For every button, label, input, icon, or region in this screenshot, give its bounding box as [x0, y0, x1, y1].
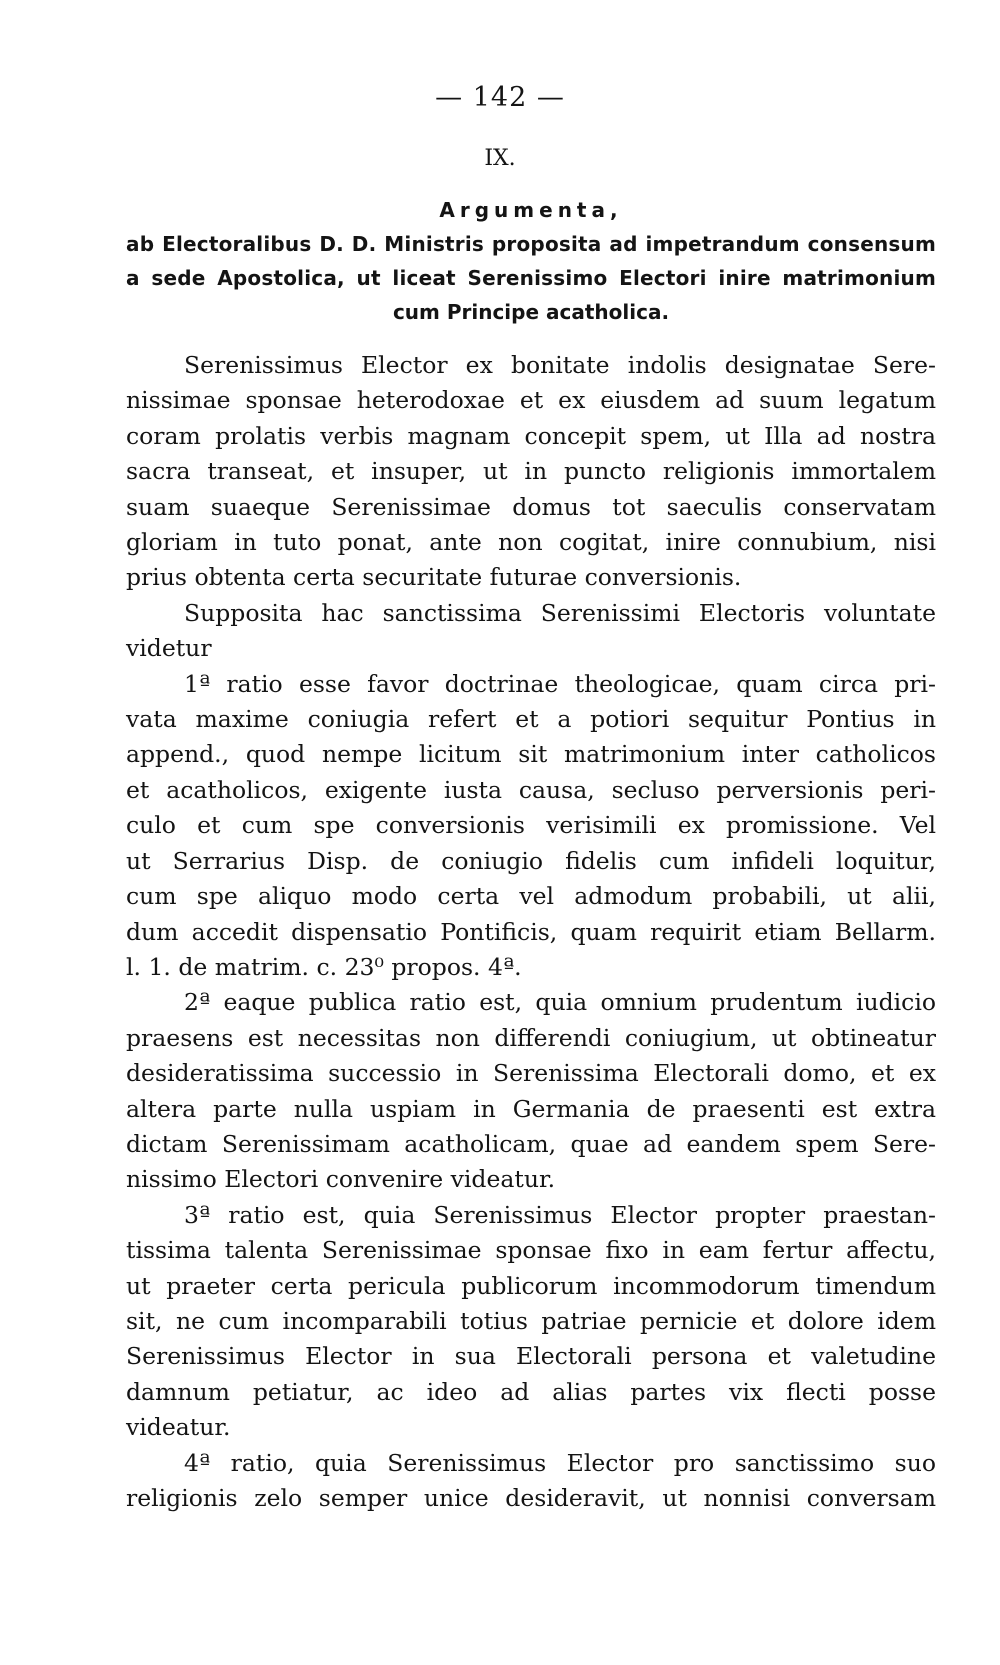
text-line: culo et cum spe conversionis verisimili ex promissione. Vel — [126, 811, 936, 840]
section-heading — [126, 193, 936, 329]
text-line: nissimo Electori convenire videatur. — [126, 1165, 556, 1194]
text-line: tissima talenta Serenissimae sponsae fixo in eam fertur affectu, — [126, 1236, 936, 1265]
text-line: coram prolatis verbis magnam concepit spem, ut Illa ad nostra — [126, 421, 936, 450]
text-line: Supposita hac sanctissima Serenissimi Electoris voluntate — [184, 598, 936, 627]
page-number: — 142 — — [435, 82, 565, 113]
text-line: dum accedit dispensatio Pontificis, quam requirit etiam Bellarm. — [126, 917, 936, 946]
text-line: dictam Serenissimam acatholicam, quae ad eandem spem Sere- — [126, 1129, 936, 1158]
text-line: Serenissimus Elector ex bonitate indolis designatae Sere- — [184, 351, 936, 379]
heading-line: ab Electoralibus D. D. Ministris proposita ad impetrandum consensum — [126, 232, 936, 256]
text-line: cum spe aliquo modo certa vel admodum probabili, ut alii, — [126, 882, 936, 911]
text-line: religionis zelo semper unice desideravit, ut nonnisi conversam — [126, 1484, 936, 1512]
text-line: altera parte nulla uspiam in Germania de praesenti est extra — [126, 1094, 936, 1123]
heading-line: a sede Apostolica, ut liceat Serenissimo Electori inire matrimonium — [126, 266, 936, 290]
text-line: damnum petiatur, ac ideo ad alias partes vix flecti posse — [126, 1377, 936, 1406]
text-line: videtur — [126, 634, 212, 663]
text-line: l. 1. de matrim. c. 23⁰ propos. 4ª. — [126, 952, 522, 981]
text-line: 3ª ratio est, quia Serenissimus Elector propter praestan- — [184, 1200, 936, 1229]
text-line: praesens est necessitas non differendi coniugium, ut obtineatur — [126, 1023, 936, 1052]
text-line: 1ª ratio esse favor doctrinae theologicae, quam circa pri- — [184, 669, 936, 698]
body-text — [126, 348, 936, 1516]
text-line: suam suaeque Serenissimae domus tot saeculis conservatam — [126, 492, 936, 521]
text-line: append., quod nempe licitum sit matrimonium inter catholicos — [126, 740, 936, 769]
text-line: gloriam in tuto ponat, ante non cogitat, inire connubium, nisi — [126, 528, 936, 557]
text-line: Serenissimus Elector in sua Electorali persona et valetudine — [126, 1342, 936, 1371]
text-line: vata maxime coniugia refert et a potiori sequitur Pontius in — [126, 705, 936, 734]
heading-line: cum Principe acatholica. — [392, 300, 670, 324]
text-line: 4ª ratio, quia Serenissimus Elector pro sanctissimo suo — [184, 1448, 936, 1477]
text-line: desideratissima successio in Serenissima Electorali domo, et ex — [126, 1059, 936, 1088]
text-line: 2ª eaque publica ratio est, quia omnium prudentum iudicio — [184, 988, 936, 1017]
text-line: sacra transeat, et insuper, ut in puncto religionis immortalem — [126, 457, 936, 486]
text-line: ut Serrarius Disp. de coniugio fidelis cum infideli loquitur, — [126, 846, 936, 875]
text-line: et acatholicos, exigente iusta causa, secluso perversionis peri- — [126, 775, 936, 804]
section-number: IX. — [484, 146, 516, 171]
text-line: nissimae sponsae heterodoxae et ex eiusdem ad suum legatum — [126, 386, 936, 415]
text-line: ut praeter certa pericula publicorum incommodorum timendum — [126, 1271, 936, 1300]
text-line: videatur. — [126, 1413, 231, 1442]
text-line: sit, ne cum incomparabili totius patriae pernicie et dolore idem — [126, 1306, 936, 1335]
heading-title: Argumenta, — [439, 198, 623, 222]
text-line: prius obtenta certa securitate futurae conversionis. — [126, 563, 742, 592]
